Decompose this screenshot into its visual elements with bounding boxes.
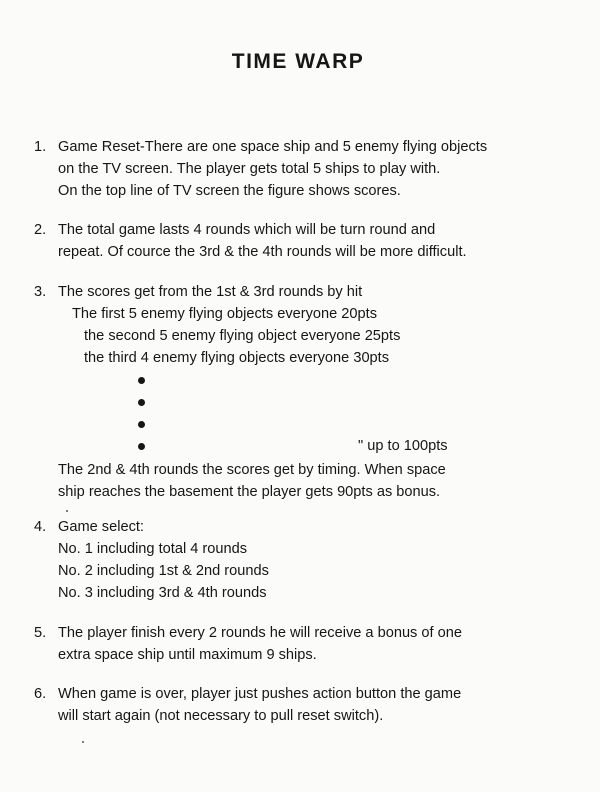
section-number: 3. xyxy=(34,284,47,300)
section-3 xyxy=(34,281,562,503)
section-line: The total game lasts 4 rounds which will be turn round and xyxy=(58,222,436,238)
scan-speck xyxy=(82,741,84,743)
bullet-dot xyxy=(138,399,145,406)
section-number: 5. xyxy=(34,625,47,641)
score-upto: " up to 100pts xyxy=(358,438,448,454)
section-line: The player finish every 2 rounds he will receive a bonus of one xyxy=(58,625,462,641)
section-line: Game select: xyxy=(58,519,144,535)
section-number: 6. xyxy=(34,686,47,702)
section-4 xyxy=(34,516,562,604)
section-line: repeat. Of cource the 3rd & the 4th rounds will be more difficult. xyxy=(58,244,467,260)
bullet-dot xyxy=(138,421,145,428)
section-5 xyxy=(34,622,562,666)
section-1 xyxy=(34,136,562,202)
score-line: The first 5 enemy flying objects everyone 20pts xyxy=(72,306,378,322)
section-line: No. 2 including 1st & 2nd rounds xyxy=(58,563,269,579)
section-2 xyxy=(34,219,562,263)
section-6 xyxy=(34,683,562,727)
scan-speck xyxy=(66,510,68,512)
page-title: TIME WARP xyxy=(231,50,365,73)
score-bullets xyxy=(58,369,562,457)
section-line: Game Reset-There are one space ship and 5 enemy flying objects xyxy=(58,139,488,155)
section-line: on the TV screen. The player gets total 5 ships to play with. xyxy=(58,161,441,177)
section-line: ship reaches the basement the player gets 90pts as bonus. xyxy=(58,484,441,500)
bullet-dot xyxy=(138,443,145,450)
score-line: the second 5 enemy flying object everyone 25pts xyxy=(84,328,401,344)
section-line: The 2nd & 4th rounds the scores get by timing. When space xyxy=(58,462,446,478)
bullet-dot xyxy=(138,377,145,384)
section-intro: The scores get from the 1st & 3rd rounds by hit xyxy=(58,284,363,300)
score-line: the third 4 enemy flying objects everyone 30pts xyxy=(84,350,390,366)
section-line: extra space ship until maximum 9 ships. xyxy=(58,647,317,663)
section-line: No. 1 including total 4 rounds xyxy=(58,541,248,557)
section-line: When game is over, player just pushes action button the game xyxy=(58,686,462,702)
section-number: 1. xyxy=(34,139,47,155)
section-number: 4. xyxy=(34,519,47,535)
section-line: On the top line of TV screen the figure shows scores. xyxy=(58,183,401,199)
section-line: No. 3 including 3rd & 4th rounds xyxy=(58,585,267,601)
section-line: will start again (not necessary to pull reset switch). xyxy=(58,708,384,724)
section-number: 2. xyxy=(34,222,47,238)
